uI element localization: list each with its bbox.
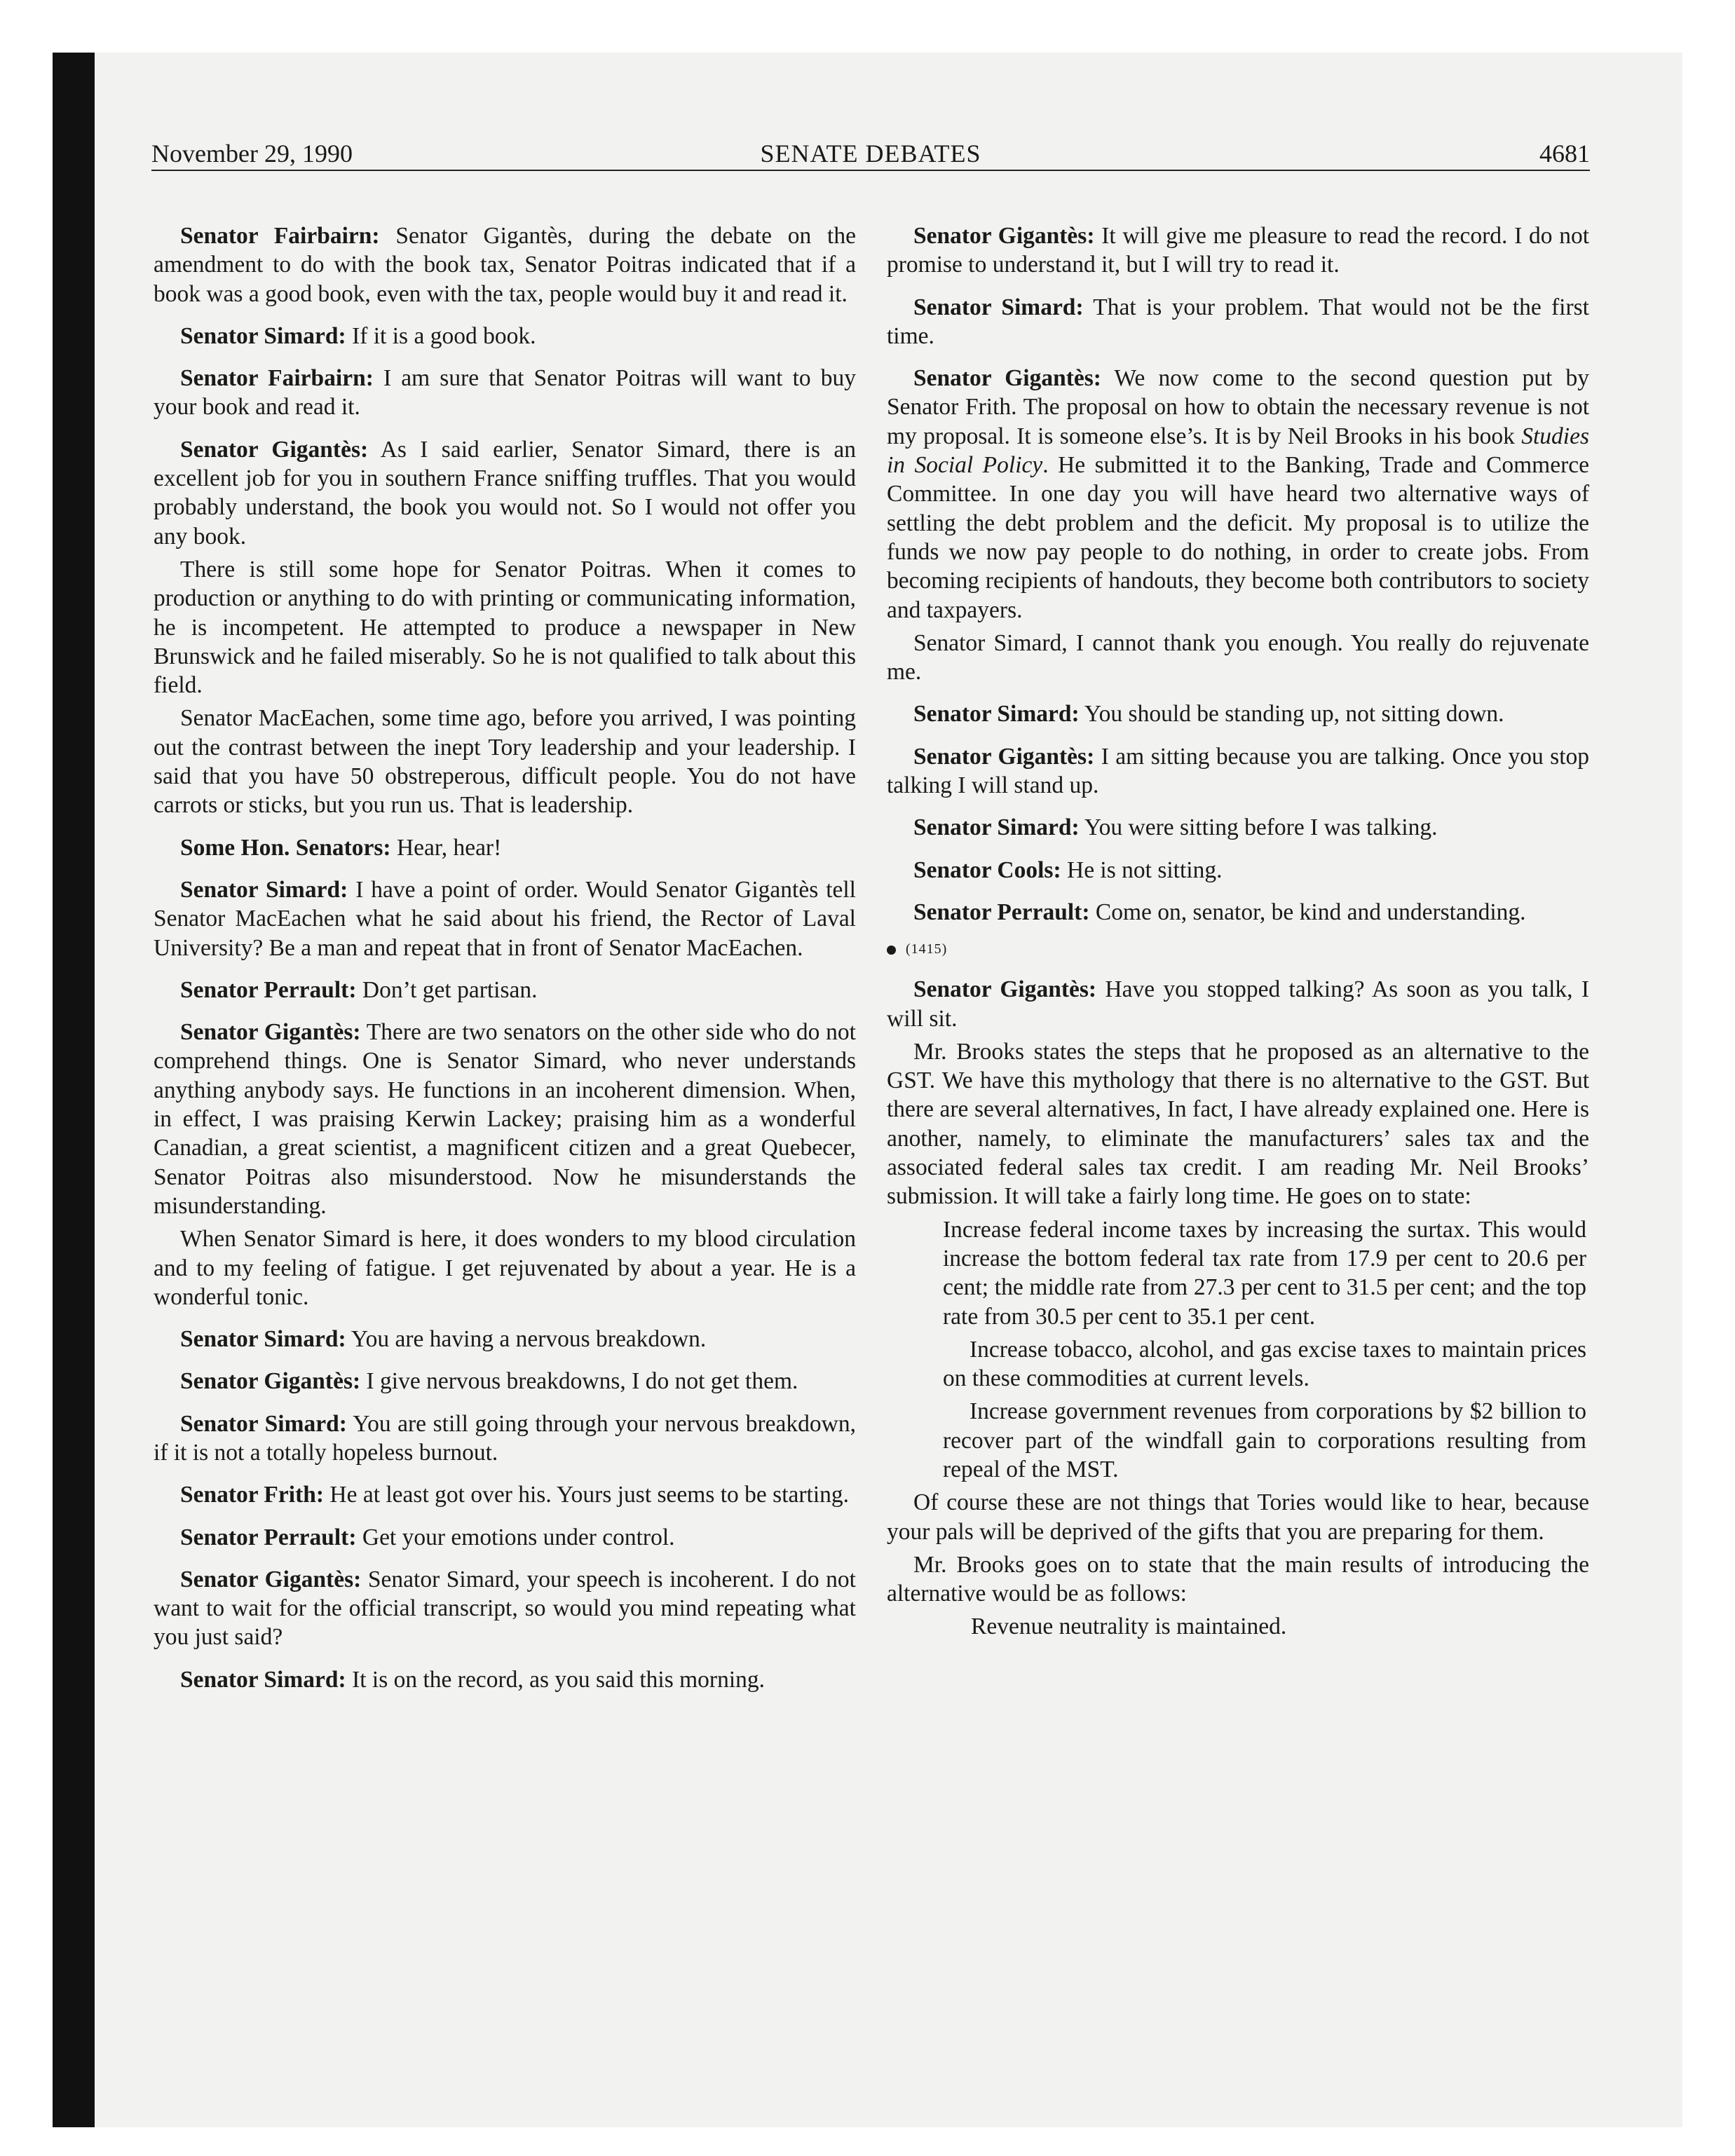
speaker-name: Senator Gigantès: [180,436,369,463]
speech-text: . He submitted it to the Banking, Trade and Commerce Committee. In one day you will have heard two alternative ways of settling the debt problem and the deficit. My proposal is to utilize the funds we now pay people to do nothing, in order to create jobs. From becoming recipients of handouts, they become both contributors to society and taxpayers. [887,452,1589,623]
speech-text: You are still going through your nervous breakdown, if it is not a totally hopeless burnout. [154,1410,856,1466]
speech-text: It is on the record, as you said this morning. [346,1666,766,1693]
speech-text: Don’t get partisan. [356,976,538,1003]
speaker-name: Senator Perrault: [180,1524,357,1550]
paragraph [887,293,1589,351]
speech-text: That is your problem. That would not be the first time. [887,294,1589,349]
speaker-name: Senator Gigantès: [180,1019,361,1046]
speech-text: It will give me pleasure to read the record. I do not promise to understand it, but I will try to read it. [887,223,1589,278]
speaker-name: Senator Simard: [913,701,1080,728]
time-marker-text: (1415) [906,941,948,957]
speaker-name: Senator Frith: [180,1482,325,1508]
speaker-name: Senator Simard: [913,294,1084,320]
left-column [154,221,856,1707]
speech-text: Senator MacEachen, some time ago, before you arrived, I was pointing out the contrast between the inept Tory leadership and your leadership. I said that you have 50 obstreperous, difficult people. You do not have carrots or sticks, but you run us. That is leadership. [154,705,856,819]
paragraph [154,1523,856,1552]
speaker-name: Some Hon. Senators: [180,834,391,861]
paragraph [887,898,1589,927]
speaker-name: Senator Simard: [180,1410,347,1437]
speaker-name: Senator Gigantès: [913,223,1095,249]
speech-text: We now come to the second question put by Senator Frith. The proposal on how to obtain the necessary revenue is not my proposal. It is someone else’s. It is by Neil Brooks in his book [887,365,1590,449]
paragraph [154,555,856,700]
speech-text: He is not sitting. [1061,857,1223,883]
paragraph [887,1550,1589,1609]
paragraph [154,322,856,350]
paragraph [154,976,856,1004]
paragraph [154,875,856,962]
paragraph [154,1665,856,1694]
speech-text: I have a point of order. Would Senator Gigantès tell Senator MacEachen what he said about his friend, the Rector of Laval University? Be a man and repeat that in front of Senator MacEachen. [154,876,856,961]
book-title: Studies in Social Policy [887,423,1589,479]
speaker-name: Senator Gigantès: [913,365,1101,392]
speech-text: There is still some hope for Senator Poitras. When it comes to production or anything to do with printing or communicating information, he is incompetent. He attempted to produce a newspaper in New Brunswick and he failed miserably. So he is not qualified to talk about this field. [154,556,856,699]
speech-text: Of course these are not things that Tories would like to hear, because your pals will be deprived of the gifts that you are preparing for them. [887,1489,1589,1545]
speaker-name: Senator Perrault: [180,976,357,1003]
paragraph [154,221,856,308]
paragraph [154,833,856,862]
paragraph [154,1480,856,1509]
speech-text: Mr. Brooks goes on to state that the main results of introducing the alternative would be as follows: [887,1551,1589,1607]
speech-text: Mr. Brooks states the steps that he proposed as an alternative to the GST. We have this mythology that there is no alternative to the GST. But there are several alternatives, In fact, I have already explained one. Here is another, namely, to eliminate the manufacturers’ sales tax and the associated federal sales tax credit. I am reading Mr. Neil Brooks’ submission. It will take a fairly long time. He goes on to state: [887,1038,1589,1210]
speech-text: I am sitting because you are talking. Once you stop talking I will stand up. [887,743,1590,799]
paragraph [154,435,856,551]
paragraph [887,1488,1589,1546]
speech-text: Hear, hear! [390,834,502,861]
speech-text: He at least got over his. Yours just seems to be starting. [324,1482,850,1508]
block-quote: Increase tobacco, alcohol, and gas excise taxes to maintain prices on these commodities at current levels. [943,1336,1586,1392]
speaker-name: Senator Perrault: [913,899,1090,925]
paragraph [887,813,1589,842]
speaker-name: Senator Gigantès: [180,1566,362,1592]
speaker-name: Senator Simard: [913,814,1080,841]
paragraph [887,221,1589,280]
speech-text: Senator Gigantès, during the debate on the amendment to do with the book tax, Senator Poitras indicated that if a book was a good book, even with the tax, people would buy it and read it. [154,223,856,307]
speaker-name: Senator Gigantès: [180,1368,361,1395]
paragraph [887,975,1589,1033]
paragraph [154,1325,856,1353]
speaker-name: Senator Fairbairn: [180,365,374,392]
speaker-name: Senator Fairbairn: [180,223,380,249]
speech-text: You should be standing up, not sitting down. [1079,701,1504,728]
speaker-name: Senator Simard: [180,1326,346,1353]
speaker-name: Senator Gigantès: [913,976,1097,1003]
header-date: November 29, 1990 [151,139,353,168]
page-number: 4681 [1539,139,1590,168]
speech-text: Come on, senator, be kind and understanding. [1089,899,1526,925]
speech-text: You are having a nervous breakdown. [346,1326,707,1353]
speech-text: When Senator Simard is here, it does wonders to my blood circulation and to my feeling of fatigue. I get rejuvenated by about a year. He is a wonderful tonic. [154,1226,856,1310]
speech-text: Have you stopped talking? As soon as you talk, I will sit. [887,976,1589,1032]
right-column [887,221,1589,1646]
paragraph [154,1410,856,1468]
paragraph [887,364,1589,625]
bullet-icon [887,946,896,955]
running-header [151,137,1590,171]
speech-text: I give nervous breakdowns, I do not get them. [360,1368,798,1395]
header-title: SENATE DEBATES [760,139,981,168]
block-quote: Increase federal income taxes by increasing the surtax. This would increase the bottom federal tax rate from 17.9 per cent to 20.6 per cent; the middle rate from 27.3 per cent to 31.5 per cent; and the top rate from 30.5 per cent to 35.1 per cent. [943,1216,1586,1330]
time-marker [887,939,1589,960]
speech-text: There are two senators on the other side who do not comprehend things. One is Senator Simard, who never understands anything anybody says. He functions in an incoherent dimension. When, in effect, I was praising Kerwin Lackey; praising him as a wonderful Canadian, a great scientist, a magnificent citizen and a great Quebecer, Senator Poitras also misunderstood. Now he misunderstands the misunderstanding. [154,1019,856,1219]
paragraph [887,629,1589,687]
paragraph [154,1224,856,1311]
paragraph [887,856,1589,885]
scan-edge-shadow [53,53,95,2127]
block-quote: Increase government revenues from corporations by $2 billion to recover part of the windfall gain to corporations resulting from repeal of the MST. [943,1398,1586,1482]
speaker-name: Senator Gigantès: [913,743,1095,770]
speech-text: I am sure that Senator Poitras will want to buy your book and read it. [154,365,856,421]
speech-text: As I said earlier, Senator Simard, there is an excellent job for you in southern France sniffing truffles. That you would probably understand, the book you would not. So I would not offer you any book. [154,436,856,550]
paragraph [154,364,856,422]
speaker-name: Senator Cools: [913,857,1061,883]
speaker-name: Senator Simard: [180,322,346,349]
paragraph [154,704,856,819]
paragraph [154,1018,856,1220]
paragraph [154,1367,856,1396]
paragraph [887,742,1589,800]
block-quote: Revenue neutrality is maintained. [971,1613,1287,1640]
speech-text: Senator Simard, your speech is incoherent. I do not want to wait for the official transcript, so would you mind repeating what you just said? [154,1566,856,1651]
paragraph [887,1037,1589,1211]
speech-text: You were sitting before I was talking. [1079,814,1438,841]
speaker-name: Senator Simard: [180,876,348,903]
speech-text: If it is a good book. [346,322,536,349]
speaker-name: Senator Simard: [180,1666,346,1693]
paragraph [887,700,1589,728]
speech-text: Senator Simard, I cannot thank you enough. You really do rejuvenate me. [887,629,1589,685]
paragraph [154,1565,856,1652]
speech-text: Get your emotions under control. [356,1524,675,1550]
